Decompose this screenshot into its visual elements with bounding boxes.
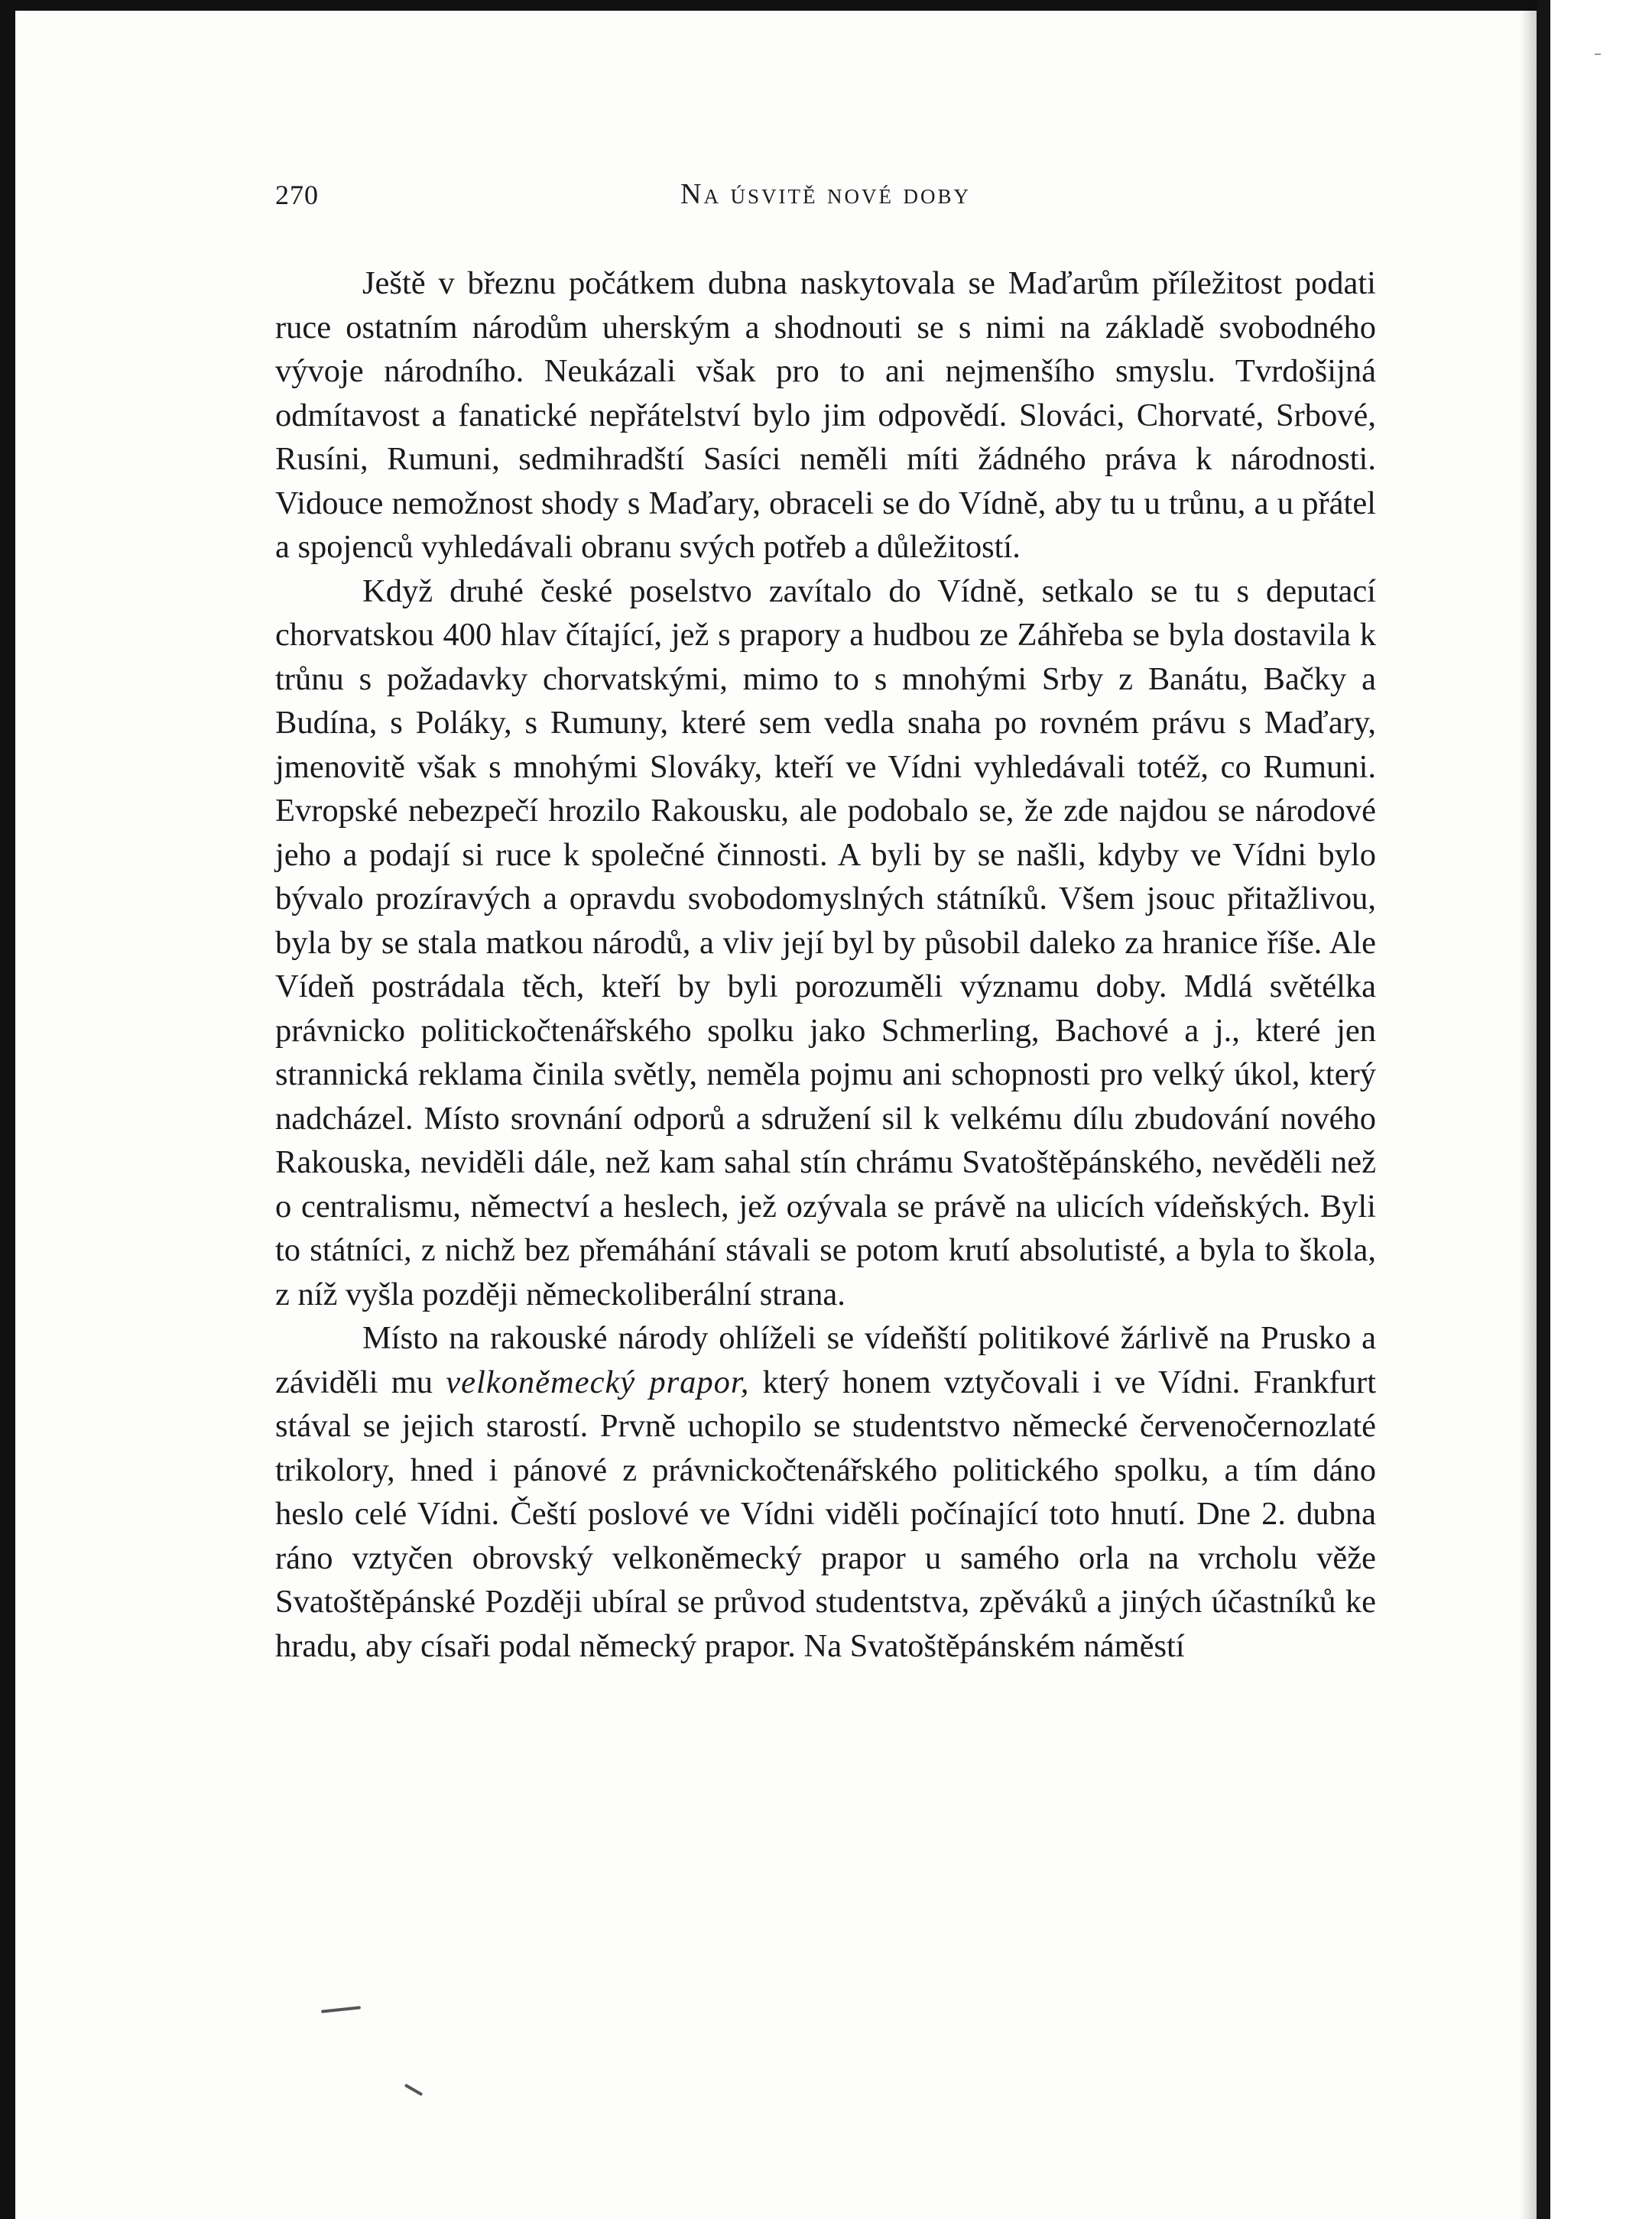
scan-border-top [0, 0, 1652, 11]
paragraph-3 [275, 1316, 1376, 1668]
scan-margin-right [1550, 0, 1652, 2219]
scan-border-right [1537, 0, 1550, 2219]
paragraph-1 [275, 261, 1376, 569]
paragraph-text: Když druhé české poselstvo zavítalo do Vídně, setkalo se tu s deputací chorvatskou 400 hlav čítající, jež s prapory a hudbou ze Záhřeba se byla dostavila k trůnu s požadavky chorvatskými, mimo to s mnohými Srby z Banátu, Bačky a Budína, s Poláky, s Rumuny, které sem vedla snaha po rovném právu s Maďary, jmenovitě však s mnohými Slováky, kteří ve Vídni vyhledávali totéž, co Rumuni. Evropské nebezpečí hrozilo Rakousku, ale podobalo se, že zde najdou se národové jeho a podají si ruce k společné činnosti. A byli by se našli, kdyby ve Vídni bylo bývalo prozíravých a opravdu svobodomyslných státníků. Všem jsouc přitažlivou, byla by se stala matkou národů, a vliv její byl by působil daleko za hranice říše. Ale Vídeň postrádala těch, kteří by byli porozuměli významu doby. Mdlá světélka právnicko politickočtenářského spolku jako Schmerling, Bachové a j., které jen strannická reklama činila světly, neměla pojmu ani schopnosti pro velký úkol, který nadcházel. Místo srovnání odporů a sdružení sil k velkému dílu zbudování nového Rakouska, neviděli dále, než kam sahal stín chrámu Svatoštěpánského, nevěděli než o centralismu, němectví a heslech, jež ozývala se právě na ulicích vídeňských. Byli to státníci, z nichž bez přemáhání stávali se potom krutí absolutisté, a byla to škola, z níž vyšla později německoliberální strana. [275, 573, 1376, 1312]
running-title: Na úsvitě nové doby [680, 178, 971, 210]
scan-speck [404, 2084, 424, 2096]
scan-speck [321, 2006, 361, 2013]
paragraph-text: Ještě v březnu počátkem dubna naskytovala se Maďarům příležitost podati ruce ostatním národům uherským a shodnouti se s nimi na základě svobodného vývoje národního. Neukázali však pro to ani nejmenšího smyslu. Tvrdošijná odmítavost a fanatické nepřátelství bylo jim odpovědí. Slováci, Chorvaté, Srbové, Rusíni, Rumuni, sedmihradští Sasíci neměli míti žádného práva k národnosti. Vidouce nemožnost shody s Maďary, obraceli se do Vídně, aby tu u trůnu, a u přátel a spojenců vyhledávali obranu svých potřeb a důležitostí. [275, 265, 1376, 565]
emphasized-phrase: velkoněmecký prapor, [446, 1364, 750, 1400]
body-text [275, 261, 1376, 1668]
paragraph-2 [275, 569, 1376, 1317]
scan-border-left [0, 0, 15, 2219]
scan-speck [1595, 54, 1601, 55]
page-fold-shadow [1520, 0, 1537, 2219]
page-number: 270 [275, 180, 319, 210]
paragraph-text-continued: který honem vztyčovali i ve Vídni. Frankfurt stával se jejich starostí. Prvně uchopilo se studentstvo německé červenočernozlaté trikolory, hned i pánové z právnickočtenářského politického spolku, a tím dáno heslo celé Vídni. Čeští poslové ve Vídni viděli počínající toto hnutí. Dne 2. dubna ráno vztyčen obrovský velkoněmecký prapor u samého orla na vrcholu věže Svatoštěpánské Později ubíral se průvod studentstva, zpěváků a jiných účastníků ke hradu, aby císaři podal německý prapor. Na Svatoštěpánském náměstí [275, 1364, 1377, 1664]
paragraph-text: Místo na rakouské národy ohlíželi se vídeňští politikové žárlivě na Prusko a záviděli mu [275, 1320, 1376, 1400]
page-header [275, 173, 1376, 226]
